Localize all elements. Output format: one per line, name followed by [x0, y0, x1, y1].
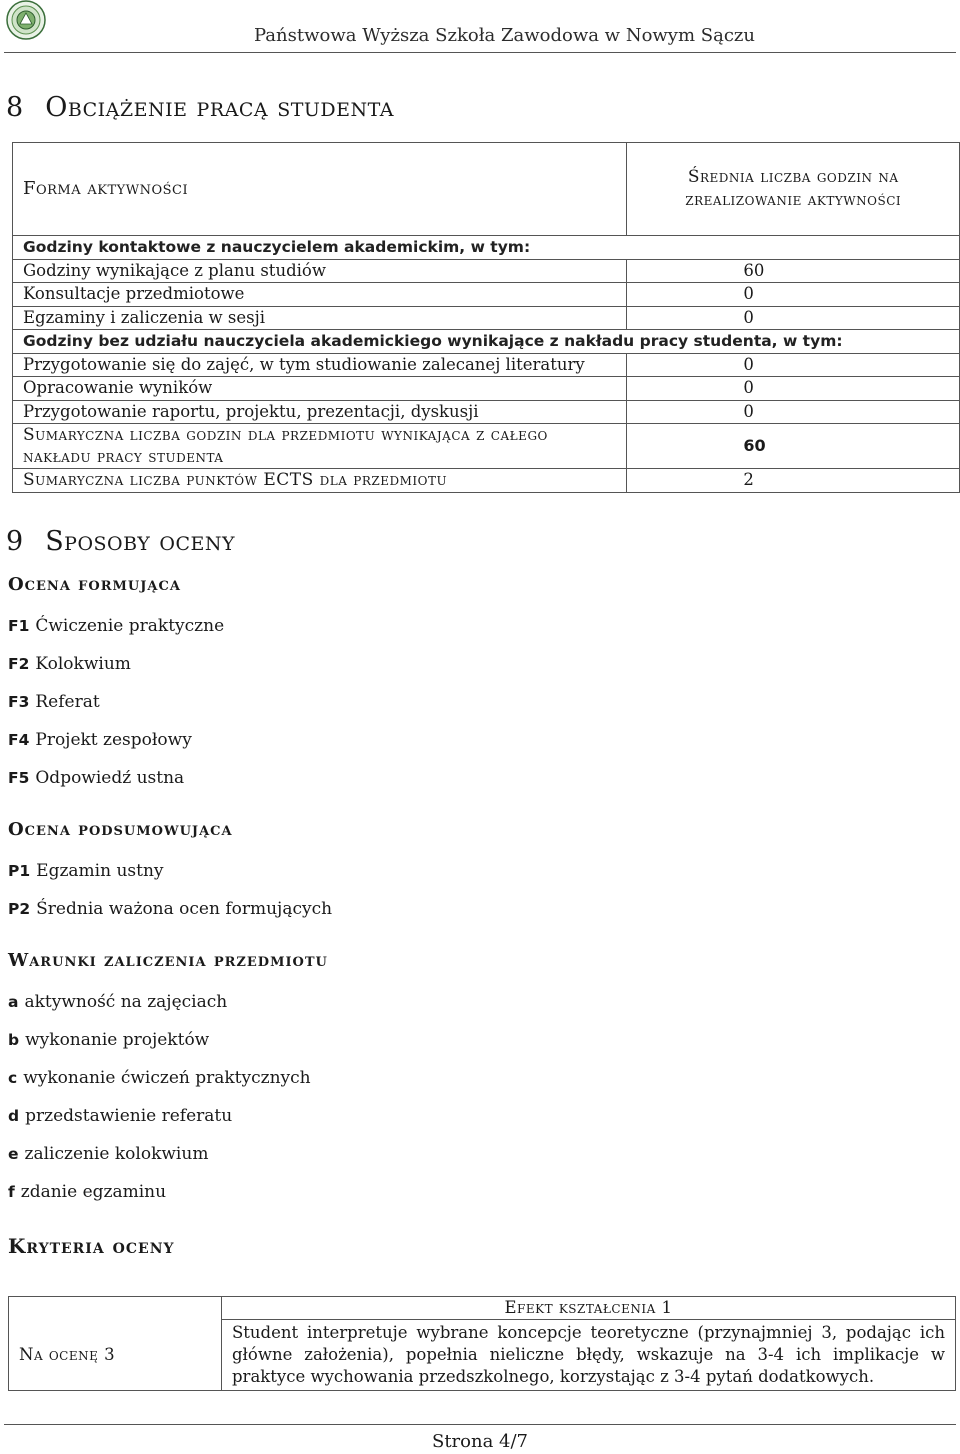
page-number: Strona 4/7 — [431, 1431, 529, 1452]
group-contact-hours: Godziny kontaktowe z nauczycielem akademickim, w tym: — [13, 236, 960, 260]
item-code: c — [8, 1069, 18, 1087]
item-code: F4 — [8, 731, 30, 749]
row-label: Przygotowanie się do zajęć, w tym studiowanie zalecanej literatury — [13, 353, 627, 377]
sum-hours-label: Sumaryczna liczba godzin dla przedmiotu wynikająca z całego nakładu pracy studenta — [13, 424, 627, 469]
item-code: P1 — [8, 862, 31, 880]
list-item — [8, 992, 227, 1012]
criteria-description: Student interpretuje wybrane koncepcje teoretyczne (przynajmniej 3, podając ich główne założenia), popełnia nieliczne błędy, wskazuje na 3-4 ich implikacje w praktyce wychowania przedszkolnego, korzystając z 3-4 pytań dodatkowych. — [222, 1320, 956, 1391]
table-row — [9, 1297, 956, 1320]
item-code: b — [8, 1031, 20, 1049]
row-value: 0 — [627, 400, 960, 424]
item-text: Kolokwium — [35, 654, 131, 674]
item-text: Ćwiczenie praktyczne — [35, 616, 225, 636]
footer-divider — [4, 1424, 956, 1425]
table-row — [13, 259, 960, 283]
col-header-hours: Średnia liczba godzin na zrealizowanie aktywności — [627, 143, 960, 236]
item-text: wykonanie ćwiczeń praktycznych — [23, 1068, 311, 1088]
item-text: wykonanie projektów — [25, 1030, 210, 1050]
table-row — [13, 306, 960, 330]
header-institution: Państwowa Wyższa Szkoła Zawodowa w Nowym Sączu — [254, 25, 755, 46]
item-text: zaliczenie kolokwium — [24, 1144, 209, 1164]
section-9-heading — [6, 526, 235, 557]
row-label: Przygotowanie raportu, projektu, prezentacji, dyskusji — [13, 400, 627, 424]
item-code: F3 — [8, 693, 30, 711]
header-divider — [4, 52, 956, 53]
item-code: d — [8, 1107, 20, 1125]
list-item — [8, 616, 224, 636]
item-code: f — [8, 1183, 15, 1201]
item-code: F5 — [8, 769, 30, 787]
row-value: 0 — [627, 283, 960, 307]
item-text: Średnia ważona ocen formujących — [36, 899, 333, 919]
table-row — [13, 400, 960, 424]
table-row — [13, 424, 960, 469]
list-item — [8, 1068, 311, 1088]
row-value: 0 — [627, 353, 960, 377]
item-text: zdanie egzaminu — [20, 1182, 167, 1202]
row-value: 60 — [627, 259, 960, 283]
sum-ects-label: Sumaryczna liczba punktów ECTS dla przedmiotu — [13, 469, 627, 493]
item-text: aktywność na zajęciach — [24, 992, 228, 1012]
table-row — [13, 236, 960, 260]
list-item — [8, 654, 131, 674]
section-9-number: 9 — [6, 526, 24, 557]
table-row — [13, 377, 960, 401]
criteria-heading: Kryteria oceny — [8, 1234, 175, 1258]
table-row — [13, 283, 960, 307]
item-text: Egzamin ustny — [36, 861, 164, 881]
item-text: Odpowiedź ustna — [35, 768, 185, 788]
conditions-heading: Warunki zaliczenia przedmiotu — [8, 950, 328, 971]
row-label: Opracowanie wyników — [13, 377, 627, 401]
table-row — [13, 330, 960, 354]
row-label: Godziny wynikające z planu studiów — [13, 259, 627, 283]
group-self-study-hours: Godziny bez udziału nauczyciela akademickiego wynikające z nakładu pracy studenta, w tym: — [13, 330, 960, 354]
item-code: a — [8, 993, 19, 1011]
row-value: 0 — [627, 377, 960, 401]
list-item — [8, 1106, 232, 1126]
item-code: F1 — [8, 617, 30, 635]
item-code: F2 — [8, 655, 30, 673]
list-item — [8, 1144, 208, 1164]
university-logo-icon — [4, 0, 48, 44]
col-header-activity: Forma aktywności — [13, 143, 627, 236]
table-row — [9, 1320, 956, 1391]
table-row — [13, 469, 960, 493]
list-item — [8, 1030, 209, 1050]
list-item — [8, 730, 192, 750]
row-value: 0 — [627, 306, 960, 330]
grade-label: Na ocenę 3 — [9, 1320, 222, 1391]
item-text: przedstawienie referatu — [25, 1106, 233, 1126]
list-item — [8, 768, 184, 788]
list-item — [8, 1182, 166, 1202]
item-text: Projekt zespołowy — [35, 730, 192, 750]
workload-table — [12, 142, 960, 493]
item-text: Referat — [35, 692, 100, 712]
table-header-row — [13, 143, 960, 236]
section-8-heading — [6, 92, 394, 123]
section-8-title: Obciążenie pracą studenta — [45, 92, 394, 123]
list-item — [8, 861, 164, 881]
section-9-title: Sposoby oceny — [45, 526, 236, 557]
list-item — [8, 899, 332, 919]
row-label: Egzaminy i zaliczenia w sesji — [13, 306, 627, 330]
formative-heading: Ocena formująca — [8, 574, 181, 595]
table-row — [13, 353, 960, 377]
list-item — [8, 692, 100, 712]
item-code: P2 — [8, 900, 31, 918]
empty-cell — [9, 1297, 222, 1320]
sum-hours-value: 60 — [627, 424, 960, 469]
sum-ects-value: 2 — [627, 469, 960, 493]
effect-header: Efekt kształcenia 1 — [222, 1297, 956, 1320]
row-label: Konsultacje przedmiotowe — [13, 283, 627, 307]
section-8-number: 8 — [6, 92, 24, 123]
criteria-table — [8, 1296, 956, 1391]
summative-heading: Ocena podsumowująca — [8, 819, 233, 840]
item-code: e — [8, 1145, 19, 1163]
